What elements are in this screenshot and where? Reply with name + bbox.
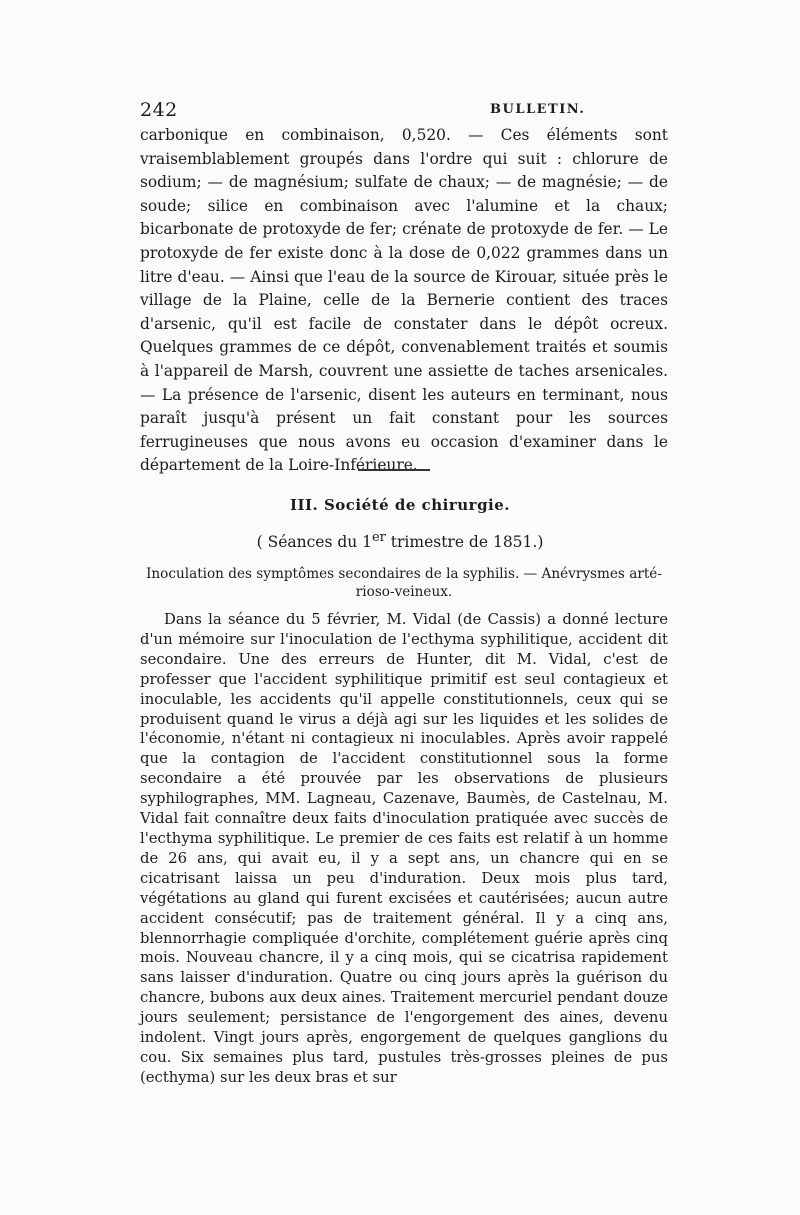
section-two-paragraph: Dans la séance du 5 février, M. Vidal (de Cassis) a donné lecture d'un mémoire sur l'inoculation de l'ecthyma syphilitique, accident dit secondaire. Une des erreurs de Hunter, dit M. Vidal, c'est de professer que l'accident syphilitique primitif est seul contagieux et inoculable, les accidents qu'il appelle constitutionnels, ceux qui se produisent quand le virus a déjà agi sur les liquides et les solides de l'économie, n'étant ni contagieux ni inoculables. Après avoir rappelé que la contagion de l'accident constitutionnel sous la forme secondaire a été prouvée par les observations de plusieurs syphilographes, MM. Lagneau, Cazenave, Baumès, de Castelnau, M. Vidal fait connaître deux faits d'inoculation pratiquée avec succès de l'ecthyma syphilitique. Le premier de ces faits est relatif à un homme de 26 ans, qui avait eu, il y a sept ans, un chancre qui en se cicatrisant laissa un peu d'induration. Deux mois plus tard, végétations au gland qui furent excisées et cautérisées; aucun autre accident consécutif; pas de traitement général. Il y a cinq ans, blennorrhagie compliquée d'orchite, complétement guérie après cinq mois. Nouveau chancre, il y a cinq mois, qui se cicatrisa rapidement sans laisser d'induration. Quatre ou cinq jours après la guérison du chancre, bubons aux deux aines. Traitement mercuriel pendant douze jours seulement; persistance de l'engorgement des aines, devenu indolent. Vingt jours après, engorgement de quelques ganglions du cou. Six semaines plus tard, pustules très-grosses pleines de pus (ecthyma) sur les deux bras et sur <box>140 611 668 1086</box>
page-header <box>140 99 660 125</box>
running-head: BULLETIN. <box>490 102 586 117</box>
session-suffix: trimestre de 1851.) <box>385 533 544 552</box>
summary-line-2: rioso-veineux. <box>355 584 453 600</box>
session-dates <box>0 530 800 551</box>
section-one-text <box>140 124 668 478</box>
section-two-text <box>140 610 668 1088</box>
session-superscript: er <box>372 530 386 545</box>
section-one-paragraph: carbonique en combinaison, 0,520. — Ces éléments sont vraisemblablement groupés dans l'ordre qui suit : chlorure de sodium; — de magnésium; sulfate de chaux; — de magnésie; — de soude; silice en combinaison avec l'alumine et la chaux; bicarbonate de protoxyde de fer; crénate de protoxyde de fer. — Le protoxyde de fer existe donc à la dose de 0,022 grammes dans un litre d'eau. — Ainsi que l'eau de la source de Kirouar, située près le village de la Plaine, celle de la Bernerie contient des traces d'arsenic, qu'il est facile de constater dans le dépôt ocreux. Quelques grammes de ce dépôt, convenablement traités et soumis à l'appareil de Marsh, couvrent une assiette de taches arsenicales. — La présence de l'arsenic, disent les auteurs en terminant, nous paraît jusqu'à présent un fait constant pour les sources ferrugineuses que nous avons eu occasion d'examiner dans le département de la Loire-Inférieure. <box>140 126 668 475</box>
section-summary <box>140 565 668 601</box>
section-divider <box>358 469 430 471</box>
page-number: 242 <box>140 99 178 121</box>
section-title: III. Société de chirurgie. <box>289 496 511 514</box>
session-prefix: ( Séances du 1 <box>256 533 373 552</box>
summary-line-1: Inoculation des symptômes secondaires de la syphilis. — Anévrysmes arté- <box>146 566 662 582</box>
